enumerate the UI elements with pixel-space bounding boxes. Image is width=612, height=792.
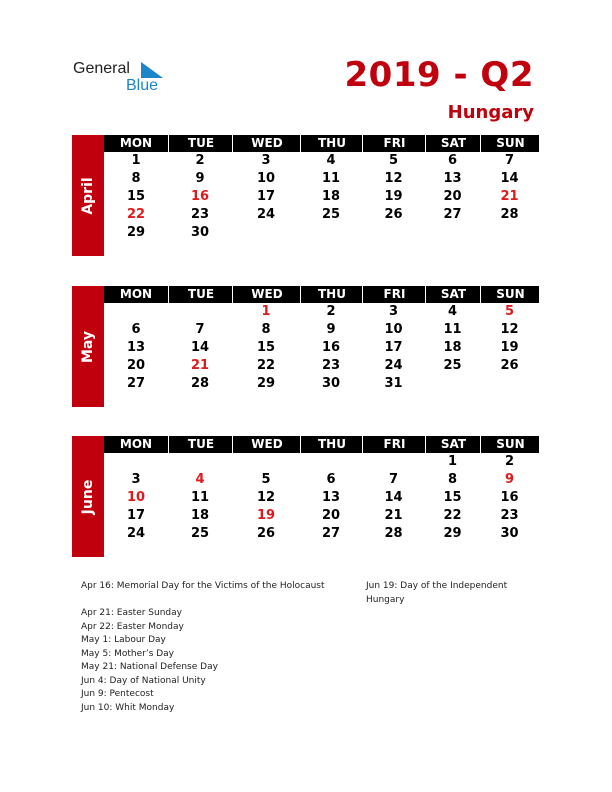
day-cell: 7 bbox=[195, 322, 205, 337]
day-cell: 17 bbox=[384, 340, 403, 355]
weekday-header-tue: TUE bbox=[168, 286, 233, 303]
holiday-notes-left bbox=[81, 580, 325, 715]
day-cell: 22 bbox=[443, 508, 462, 523]
holiday-note: May 1: Labour Day bbox=[81, 635, 166, 645]
day-cell: 29 bbox=[256, 376, 276, 391]
week-row bbox=[104, 206, 539, 224]
holiday-note: Apr 22: Easter Monday bbox=[81, 621, 184, 632]
day-cell: 21 bbox=[190, 358, 210, 373]
month-name: June bbox=[80, 479, 96, 514]
day-cell: 5 bbox=[388, 153, 399, 168]
week-row bbox=[104, 357, 539, 375]
day-cell bbox=[362, 224, 425, 242]
day-cell: 10 bbox=[126, 490, 146, 505]
day-cell: 13 bbox=[443, 171, 462, 186]
day-cell: 11 bbox=[190, 490, 210, 505]
day-cell bbox=[232, 224, 300, 242]
month-name: May bbox=[80, 330, 96, 363]
day-cell bbox=[362, 453, 425, 471]
holiday-note: May 5: Mother’s Day bbox=[81, 648, 175, 659]
week-row bbox=[104, 471, 539, 489]
day-cell: 25 bbox=[443, 358, 462, 373]
day-cell: 2 bbox=[195, 153, 205, 168]
day-cell: 8 bbox=[447, 472, 458, 487]
weekday-header-row bbox=[104, 135, 539, 152]
holiday-note: Apr 21: Easter Sunday bbox=[81, 608, 182, 618]
day-cell: 5 bbox=[261, 472, 271, 487]
weekday-header-fri: FRI bbox=[362, 436, 426, 453]
day-cell: 22 bbox=[126, 207, 146, 222]
day-cell: 16 bbox=[190, 189, 210, 204]
day-cell: 12 bbox=[256, 490, 276, 505]
week-row bbox=[104, 507, 539, 525]
day-cell: 17 bbox=[256, 189, 276, 204]
day-cell: 18 bbox=[321, 189, 341, 204]
day-cell: 27 bbox=[321, 526, 341, 541]
day-cell: 18 bbox=[443, 340, 462, 355]
month-block-april bbox=[72, 135, 539, 256]
day-cell: 24 bbox=[256, 207, 276, 222]
day-cell: 26 bbox=[384, 207, 403, 222]
day-cell: 3 bbox=[131, 472, 141, 487]
weekday-header-thu: THU bbox=[300, 436, 363, 453]
month-label bbox=[72, 286, 104, 407]
day-cell: 4 bbox=[447, 304, 458, 319]
day-cell: 10 bbox=[384, 322, 403, 337]
week-row bbox=[104, 375, 539, 393]
day-cell: 20 bbox=[126, 358, 146, 373]
day-cell: 4 bbox=[326, 153, 336, 168]
day-cell: 9 bbox=[504, 472, 515, 487]
holiday-note: Jun 10: Whit Monday bbox=[81, 702, 175, 713]
day-cell: 6 bbox=[131, 322, 141, 337]
day-cell: 24 bbox=[126, 526, 146, 541]
logo-triangle-icon bbox=[141, 62, 163, 78]
day-cell: 27 bbox=[443, 207, 462, 222]
day-cell: 21 bbox=[500, 189, 519, 204]
day-cell: 4 bbox=[195, 472, 205, 487]
weekday-header-sun: SUN bbox=[480, 286, 540, 303]
week-row bbox=[104, 453, 539, 471]
logo-word-general: General bbox=[73, 60, 130, 77]
day-cell: 8 bbox=[131, 171, 141, 186]
week-row bbox=[104, 170, 539, 188]
week-row bbox=[104, 525, 539, 543]
weekday-header-mon: MON bbox=[119, 437, 153, 451]
weekday-header-sat: SAT bbox=[425, 436, 481, 453]
day-cell: 31 bbox=[384, 376, 403, 391]
day-cell: 7 bbox=[504, 153, 515, 168]
holiday-note: Jun 9: Pentecost bbox=[81, 689, 154, 699]
month-label bbox=[72, 135, 104, 256]
day-cell: 26 bbox=[500, 358, 519, 373]
day-cell: 28 bbox=[500, 207, 519, 222]
day-cell: 23 bbox=[500, 508, 519, 523]
day-cell: 1 bbox=[261, 304, 271, 319]
page-title: 2019 - Q2 bbox=[344, 55, 534, 95]
day-cell: 20 bbox=[443, 189, 462, 204]
day-cell: 19 bbox=[500, 340, 519, 355]
day-cell: 6 bbox=[447, 153, 458, 168]
month-grid bbox=[104, 436, 539, 543]
holiday-notes-right bbox=[366, 580, 507, 607]
week-row bbox=[104, 303, 539, 321]
day-cell: 2 bbox=[326, 304, 336, 319]
holiday-note: Hungary bbox=[366, 594, 405, 605]
day-cell: 27 bbox=[126, 376, 146, 391]
day-cell: 14 bbox=[190, 340, 210, 355]
day-cell bbox=[480, 224, 539, 242]
day-cell: 15 bbox=[443, 490, 462, 505]
weekday-header-row bbox=[104, 286, 539, 303]
day-cell: 11 bbox=[321, 171, 341, 186]
weekday-header-fri: FRI bbox=[362, 135, 426, 152]
weekday-header-sat: SAT bbox=[425, 286, 481, 303]
day-cell: 26 bbox=[256, 526, 276, 541]
day-cell: 12 bbox=[500, 322, 519, 337]
day-cell: 13 bbox=[321, 490, 341, 505]
day-cell: 18 bbox=[190, 508, 210, 523]
weekday-header-mon: MON bbox=[119, 287, 153, 301]
day-cell bbox=[232, 453, 300, 471]
day-cell: 15 bbox=[256, 340, 276, 355]
day-cell bbox=[300, 224, 362, 242]
month-block-may bbox=[72, 286, 539, 407]
week-row bbox=[104, 152, 539, 170]
day-cell: 8 bbox=[261, 322, 271, 337]
weekday-header-wed: WED bbox=[232, 286, 301, 303]
weekday-header-mon: MON bbox=[119, 136, 153, 150]
day-cell: 6 bbox=[326, 472, 336, 487]
day-cell: 13 bbox=[126, 340, 146, 355]
weekday-header-tue: TUE bbox=[168, 135, 233, 152]
day-cell: 24 bbox=[384, 358, 403, 373]
month-label bbox=[72, 436, 104, 557]
week-row bbox=[104, 339, 539, 357]
day-cell: 3 bbox=[388, 304, 399, 319]
day-cell: 9 bbox=[195, 171, 205, 186]
day-cell: 28 bbox=[190, 376, 210, 391]
day-cell: 11 bbox=[443, 322, 462, 337]
weekday-header-row bbox=[104, 436, 539, 453]
holiday-note: Apr 16: Memorial Day for the Victims of the Holocaust bbox=[81, 581, 325, 591]
weekday-header-thu: THU bbox=[300, 135, 363, 152]
holiday-note: May 21: National Defense Day bbox=[81, 662, 218, 672]
week-row bbox=[104, 321, 539, 339]
day-cell: 1 bbox=[447, 454, 458, 469]
day-cell bbox=[425, 375, 480, 393]
weekday-header-fri: FRI bbox=[362, 286, 426, 303]
day-cell: 10 bbox=[256, 171, 276, 186]
country-name: Hungary bbox=[447, 102, 534, 123]
day-cell: 23 bbox=[321, 358, 341, 373]
holiday-note: Jun 4: Day of National Unity bbox=[81, 675, 206, 686]
day-cell bbox=[168, 303, 232, 321]
day-cell: 29 bbox=[126, 225, 146, 240]
day-cell bbox=[104, 453, 168, 471]
day-cell: 16 bbox=[321, 340, 341, 355]
day-cell: 22 bbox=[256, 358, 276, 373]
day-cell: 25 bbox=[190, 526, 210, 541]
day-cell: 30 bbox=[190, 225, 210, 240]
day-cell: 19 bbox=[256, 508, 276, 523]
weekday-header-wed: WED bbox=[232, 135, 301, 152]
month-block-june bbox=[72, 436, 539, 557]
day-cell: 3 bbox=[261, 153, 271, 168]
day-cell: 23 bbox=[190, 207, 210, 222]
month-grid bbox=[104, 286, 539, 393]
weekday-header-sat: SAT bbox=[425, 135, 481, 152]
day-cell: 12 bbox=[384, 171, 403, 186]
month-grid bbox=[104, 135, 539, 242]
day-cell: 9 bbox=[326, 322, 336, 337]
weekday-header-wed: WED bbox=[232, 436, 301, 453]
weekday-header-tue: TUE bbox=[168, 436, 233, 453]
day-cell: 19 bbox=[384, 189, 403, 204]
day-cell bbox=[480, 375, 539, 393]
day-cell: 25 bbox=[321, 207, 341, 222]
weekday-header-sun: SUN bbox=[480, 135, 540, 152]
weekday-header-sun: SUN bbox=[480, 436, 540, 453]
day-cell: 30 bbox=[500, 526, 519, 541]
day-cell: 29 bbox=[443, 526, 462, 541]
week-row bbox=[104, 224, 539, 242]
day-cell: 30 bbox=[321, 376, 341, 391]
day-cell: 21 bbox=[384, 508, 403, 523]
day-cell: 2 bbox=[504, 454, 515, 469]
weekday-header-thu: THU bbox=[300, 286, 363, 303]
logo-word-blue: Blue bbox=[126, 77, 159, 94]
day-cell: 20 bbox=[321, 508, 341, 523]
day-cell: 14 bbox=[384, 490, 403, 505]
day-cell: 15 bbox=[126, 189, 146, 204]
holiday-note: Jun 19: Day of the Independent bbox=[366, 581, 508, 591]
day-cell: 28 bbox=[384, 526, 403, 541]
day-cell: 17 bbox=[126, 508, 146, 523]
day-cell bbox=[300, 453, 362, 471]
day-cell: 14 bbox=[500, 171, 519, 186]
week-row bbox=[104, 489, 539, 507]
week-row bbox=[104, 188, 539, 206]
day-cell bbox=[425, 224, 480, 242]
day-cell: 1 bbox=[131, 153, 141, 168]
holiday-note bbox=[81, 594, 325, 608]
day-cell: 5 bbox=[504, 304, 515, 319]
day-cell bbox=[168, 453, 232, 471]
day-cell: 7 bbox=[388, 472, 399, 487]
day-cell: 16 bbox=[500, 490, 519, 505]
month-name: April bbox=[80, 176, 96, 215]
day-cell bbox=[104, 303, 168, 321]
